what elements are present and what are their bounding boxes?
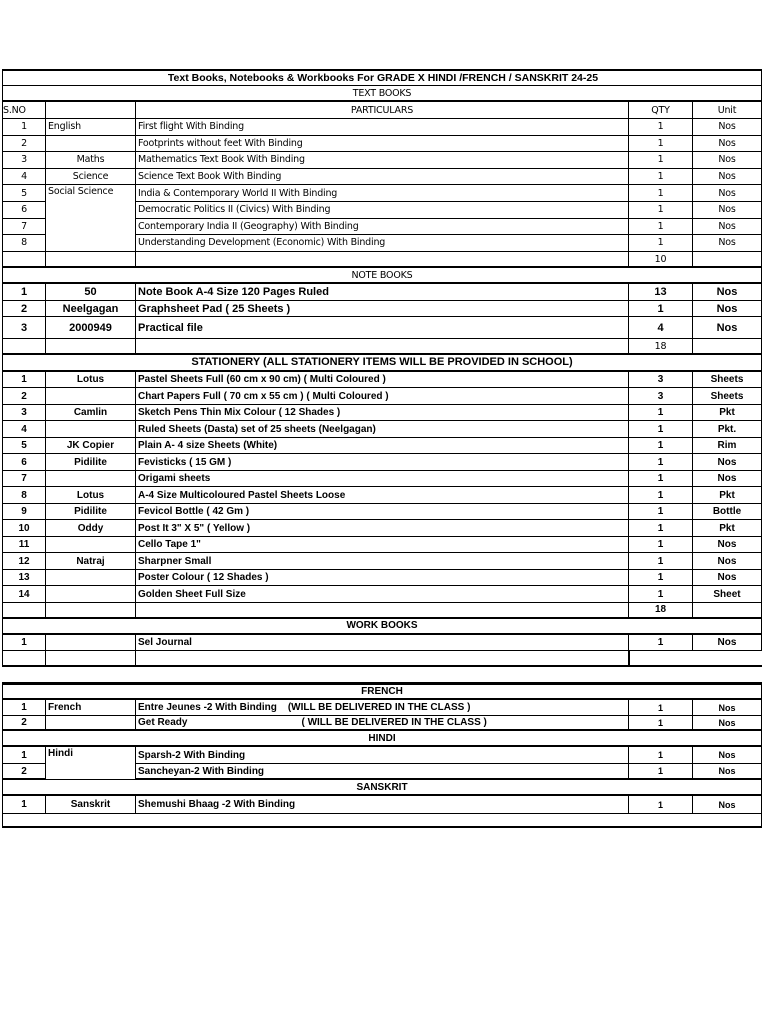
unit-cell: Nos — [692, 570, 762, 586]
brand-cell: 50 — [45, 284, 135, 300]
item-cell: Footprints without feet With Binding — [135, 136, 628, 152]
unit-cell: Bottle — [692, 504, 762, 520]
subject-cell — [45, 716, 135, 730]
unit-cell: Nos — [692, 747, 762, 764]
unit-cell: Nos — [692, 471, 762, 487]
table-row — [2, 747, 762, 764]
brand-cell — [45, 635, 135, 651]
sno-cell: 3 — [2, 405, 45, 421]
unit-cell: Nos — [692, 796, 762, 813]
table-row — [2, 454, 762, 471]
table-row — [2, 504, 762, 521]
col-unit-header: Unit — [692, 102, 762, 118]
unit-cell: Sheets — [692, 388, 762, 404]
subject-cell: Maths — [45, 152, 135, 168]
qty-cell: 1 — [628, 185, 692, 202]
spacer — [2, 667, 762, 682]
table-row — [2, 284, 762, 301]
item-text: Entre Jeunes -2 With Binding — [138, 702, 277, 714]
col-qty-header: QTY — [628, 102, 692, 118]
item-cell: Ruled Sheets (Dasta) set of 25 sheets (Neelgagan) — [135, 421, 628, 437]
qty-cell: 1 — [628, 635, 692, 651]
item-cell: Golden Sheet Full Size — [135, 586, 628, 602]
table-row — [2, 405, 762, 422]
subject-cell: English — [45, 119, 135, 135]
social-science-group — [2, 185, 762, 251]
stationery-total: 18 — [628, 603, 692, 617]
sno-cell: 2 — [2, 764, 45, 781]
item-cell: Science Text Book With Binding — [135, 169, 628, 185]
sno-cell: 3 — [2, 152, 45, 168]
qty-cell: 1 — [628, 487, 692, 503]
hindi-heading-row — [2, 731, 762, 747]
booklist-table — [2, 69, 762, 828]
brand-cell — [45, 586, 135, 602]
qty-cell: 1 — [628, 520, 692, 536]
subject-cell — [45, 136, 135, 152]
sno-cell: 1 — [2, 119, 45, 135]
table-row — [2, 537, 762, 554]
table-row — [2, 520, 762, 537]
sno-cell: 10 — [2, 520, 45, 536]
subject-cell: Social Science — [45, 185, 135, 251]
sno-cell: 2 — [2, 301, 45, 317]
unit-cell: Nos — [692, 635, 762, 651]
qty-cell: 1 — [628, 553, 692, 569]
sno-cell: 12 — [2, 553, 45, 569]
item-cell: A-4 Size Multicoloured Pastel Sheets Loose — [135, 487, 628, 503]
unit-cell: Nos — [692, 185, 762, 202]
sno-cell: 2 — [2, 136, 45, 152]
item-cell: Origami sheets — [135, 471, 628, 487]
item-cell: Democratic Politics II (Civics) With Binding — [135, 202, 628, 219]
table-row — [2, 764, 762, 781]
item-cell: Mathematics Text Book With Binding — [135, 152, 628, 168]
table-row — [2, 487, 762, 504]
table-row — [2, 202, 762, 219]
unit-cell: Pkt. — [692, 421, 762, 437]
item-text: Get Ready — [138, 717, 188, 729]
qty-cell: 1 — [628, 570, 692, 586]
workbooks-blank-row — [2, 651, 762, 667]
workbooks-heading-row — [2, 619, 762, 635]
brand-cell: Pidilite — [45, 504, 135, 520]
stationery-heading: STATIONERY (ALL STATIONERY ITEMS WILL BE PROVIDED IN SCHOOL) — [2, 355, 762, 370]
qty-cell: 1 — [628, 747, 692, 764]
brand-cell: Natraj — [45, 553, 135, 569]
textbooks-heading-row — [2, 86, 762, 102]
unit-cell: Nos — [692, 152, 762, 168]
stationery-total-row — [2, 603, 762, 619]
unit-cell: Nos — [692, 537, 762, 553]
unit-cell: Nos — [692, 764, 762, 781]
textbooks-heading: TEXT BOOKS — [2, 86, 762, 100]
brand-cell: Camlin — [45, 405, 135, 421]
col-particulars-header: PARTICULARS — [135, 102, 628, 118]
sno-cell: 3 — [2, 317, 45, 338]
brand-cell: Neelgagan — [45, 301, 135, 317]
qty-cell: 1 — [628, 219, 692, 236]
stationery-section — [2, 372, 762, 619]
qty-cell: 1 — [628, 136, 692, 152]
column-header-row — [2, 102, 762, 119]
item-cell: Sharpner Small — [135, 553, 628, 569]
col-subject-header — [45, 102, 135, 118]
qty-cell: 1 — [628, 421, 692, 437]
qty-cell: 1 — [628, 301, 692, 317]
unit-cell: Sheet — [692, 586, 762, 602]
sno-cell: 2 — [2, 716, 45, 730]
unit-cell: Nos — [692, 119, 762, 135]
item-cell: Contemporary India II (Geography) With Binding — [135, 219, 628, 236]
table-row — [2, 471, 762, 488]
unit-cell: Nos — [692, 235, 762, 252]
sno-cell: 4 — [2, 169, 45, 185]
unit-cell: Rim — [692, 438, 762, 454]
table-row — [2, 635, 762, 652]
item-cell: Post It 3" X 5" ( Yellow ) — [135, 520, 628, 536]
table-row — [2, 301, 762, 318]
brand-cell: JK Copier — [45, 438, 135, 454]
brand-cell: Lotus — [45, 372, 135, 388]
table-row — [2, 136, 762, 153]
qty-cell: 3 — [628, 372, 692, 388]
item-cell: Fevisticks ( 15 GM ) — [135, 454, 628, 470]
unit-cell: Nos — [692, 553, 762, 569]
qty-cell: 1 — [628, 471, 692, 487]
sno-cell: 9 — [2, 504, 45, 520]
brand-cell: Oddy — [45, 520, 135, 536]
unit-cell: Sheets — [692, 372, 762, 388]
sno-cell: 1 — [2, 284, 45, 300]
table-row — [2, 421, 762, 438]
item-cell: Note Book A-4 Size 120 Pages Ruled — [135, 284, 628, 300]
qty-cell: 1 — [628, 202, 692, 219]
unit-cell: Nos — [692, 219, 762, 236]
item-cell: Sketch Pens Thin Mix Colour ( 12 Shades ) — [135, 405, 628, 421]
col-sno-header: S.NO — [2, 102, 45, 118]
sno-cell: 11 — [2, 537, 45, 553]
textbooks-total-row — [2, 252, 762, 269]
qty-cell: 1 — [628, 152, 692, 168]
qty-cell: 1 — [628, 438, 692, 454]
qty-cell: 1 — [628, 700, 692, 715]
table-row — [2, 152, 762, 169]
sno-cell: 14 — [2, 586, 45, 602]
subject-cell: French — [45, 700, 135, 715]
sno-cell: 5 — [2, 438, 45, 454]
sno-cell: 5 — [2, 185, 45, 202]
stationery-heading-row — [2, 355, 762, 372]
notebooks-heading-row — [2, 268, 762, 284]
hindi-group — [2, 747, 762, 780]
textbooks-total: 10 — [628, 252, 692, 267]
textbooks-section — [2, 119, 762, 268]
table-row — [2, 700, 762, 716]
item-cell: First flight With Binding — [135, 119, 628, 135]
item-cell: Cello Tape 1" — [135, 537, 628, 553]
workbooks-heading: WORK BOOKS — [2, 619, 762, 633]
unit-cell: Nos — [692, 317, 762, 338]
brand-cell: Lotus — [45, 487, 135, 503]
unit-cell: Pkt — [692, 520, 762, 536]
item-cell — [135, 700, 628, 715]
item-cell: Poster Colour ( 12 Shades ) — [135, 570, 628, 586]
table-row — [2, 716, 762, 732]
subject-cell: Science — [45, 169, 135, 185]
qty-cell: 1 — [628, 454, 692, 470]
brand-cell — [45, 537, 135, 553]
table-row — [2, 235, 762, 252]
notebooks-total-row — [2, 339, 762, 355]
item-cell: India & Contemporary World II With Binding — [135, 185, 628, 202]
item-cell: Graphsheet Pad ( 25 Sheets ) — [135, 301, 628, 317]
qty-cell: 1 — [628, 716, 692, 730]
qty-cell: 1 — [628, 235, 692, 252]
table-row — [2, 438, 762, 455]
qty-cell: 1 — [628, 764, 692, 781]
sno-cell: 1 — [2, 747, 45, 764]
sno-cell: 2 — [2, 388, 45, 404]
unit-cell: Nos — [692, 301, 762, 317]
final-blank-row — [2, 814, 762, 828]
unit-cell: Nos — [692, 169, 762, 185]
table-row — [2, 796, 762, 814]
unit-cell: Nos — [692, 454, 762, 470]
table-row — [2, 586, 762, 603]
sno-cell: 8 — [2, 235, 45, 252]
sno-cell: 1 — [2, 372, 45, 388]
sno-cell: 1 — [2, 700, 45, 715]
qty-cell: 1 — [628, 537, 692, 553]
item-cell: Practical file — [135, 317, 628, 338]
sanskrit-heading-row — [2, 780, 762, 796]
unit-cell: Nos — [692, 700, 762, 715]
sno-cell: 13 — [2, 570, 45, 586]
item-cell: Plain A- 4 size Sheets (White) — [135, 438, 628, 454]
item-cell: Sparsh-2 With Binding — [135, 747, 628, 764]
sno-cell: 8 — [2, 487, 45, 503]
item-cell: Shemushi Bhaag -2 With Binding — [135, 796, 628, 813]
sno-cell: 1 — [2, 796, 45, 813]
qty-cell: 1 — [628, 405, 692, 421]
item-cell: Fevicol Bottle ( 42 Gm ) — [135, 504, 628, 520]
item-cell: Sel Journal — [135, 635, 628, 651]
sno-cell: 7 — [2, 471, 45, 487]
notebooks-heading: NOTE BOOKS — [2, 268, 762, 282]
table-title: Text Books, Notebooks & Workbooks For GRADE X HINDI /FRENCH / SANSKRIT 24-25 — [167, 72, 599, 84]
item-cell: Understanding Development (Economic) With Binding — [135, 235, 628, 252]
sno-cell: 7 — [2, 219, 45, 236]
brand-cell — [45, 421, 135, 437]
qty-cell: 1 — [628, 796, 692, 813]
qty-cell: 1 — [628, 586, 692, 602]
sanskrit-heading: SANSKRIT — [2, 780, 762, 794]
table-row — [2, 185, 762, 202]
qty-cell: 1 — [628, 504, 692, 520]
qty-cell: 1 — [628, 119, 692, 135]
unit-cell: Nos — [692, 202, 762, 219]
french-heading-row — [2, 684, 762, 700]
sno-cell: 4 — [2, 421, 45, 437]
brand-cell: 2000949 — [45, 317, 135, 338]
table-title-row — [2, 69, 762, 86]
qty-cell: 3 — [628, 388, 692, 404]
brand-cell — [45, 570, 135, 586]
brand-cell: Pidilite — [45, 454, 135, 470]
qty-cell: 4 — [628, 317, 692, 338]
french-heading: FRENCH — [2, 685, 762, 698]
delivery-note: ( WILL BE DELIVERED IN THE CLASS ) — [301, 717, 487, 729]
table-row — [2, 372, 762, 389]
item-cell: Chart Papers Full ( 70 cm x 55 cm ) ( Multi Coloured ) — [135, 388, 628, 404]
table-row — [2, 169, 762, 186]
table-row — [2, 119, 762, 136]
item-cell — [135, 716, 628, 730]
sno-cell: 1 — [2, 635, 45, 651]
qty-cell: 13 — [628, 284, 692, 300]
hindi-heading: HINDI — [2, 731, 762, 745]
sno-cell: 6 — [2, 202, 45, 219]
delivery-note: (WILL BE DELIVERED IN THE CLASS ) — [287, 702, 471, 714]
qty-cell: 1 — [628, 169, 692, 185]
table-row — [2, 553, 762, 570]
brand-cell — [45, 388, 135, 404]
brand-cell — [45, 471, 135, 487]
item-cell: Sancheyan-2 With Binding — [135, 764, 628, 781]
subject-cell: Sanskrit — [45, 796, 135, 813]
unit-cell: Pkt — [692, 405, 762, 421]
unit-cell: Nos — [692, 716, 762, 730]
item-cell: Pastel Sheets Full (60 cm x 90 cm) ( Multi Coloured ) — [135, 372, 628, 388]
sno-cell: 6 — [2, 454, 45, 470]
unit-cell: Nos — [692, 284, 762, 300]
notebooks-total: 18 — [628, 339, 692, 353]
table-row — [2, 570, 762, 587]
table-row — [2, 388, 762, 405]
table-row — [2, 219, 762, 236]
unit-cell: Pkt — [692, 487, 762, 503]
subject-cell: Hindi — [45, 747, 135, 780]
unit-cell: Nos — [692, 136, 762, 152]
table-row — [2, 317, 762, 339]
